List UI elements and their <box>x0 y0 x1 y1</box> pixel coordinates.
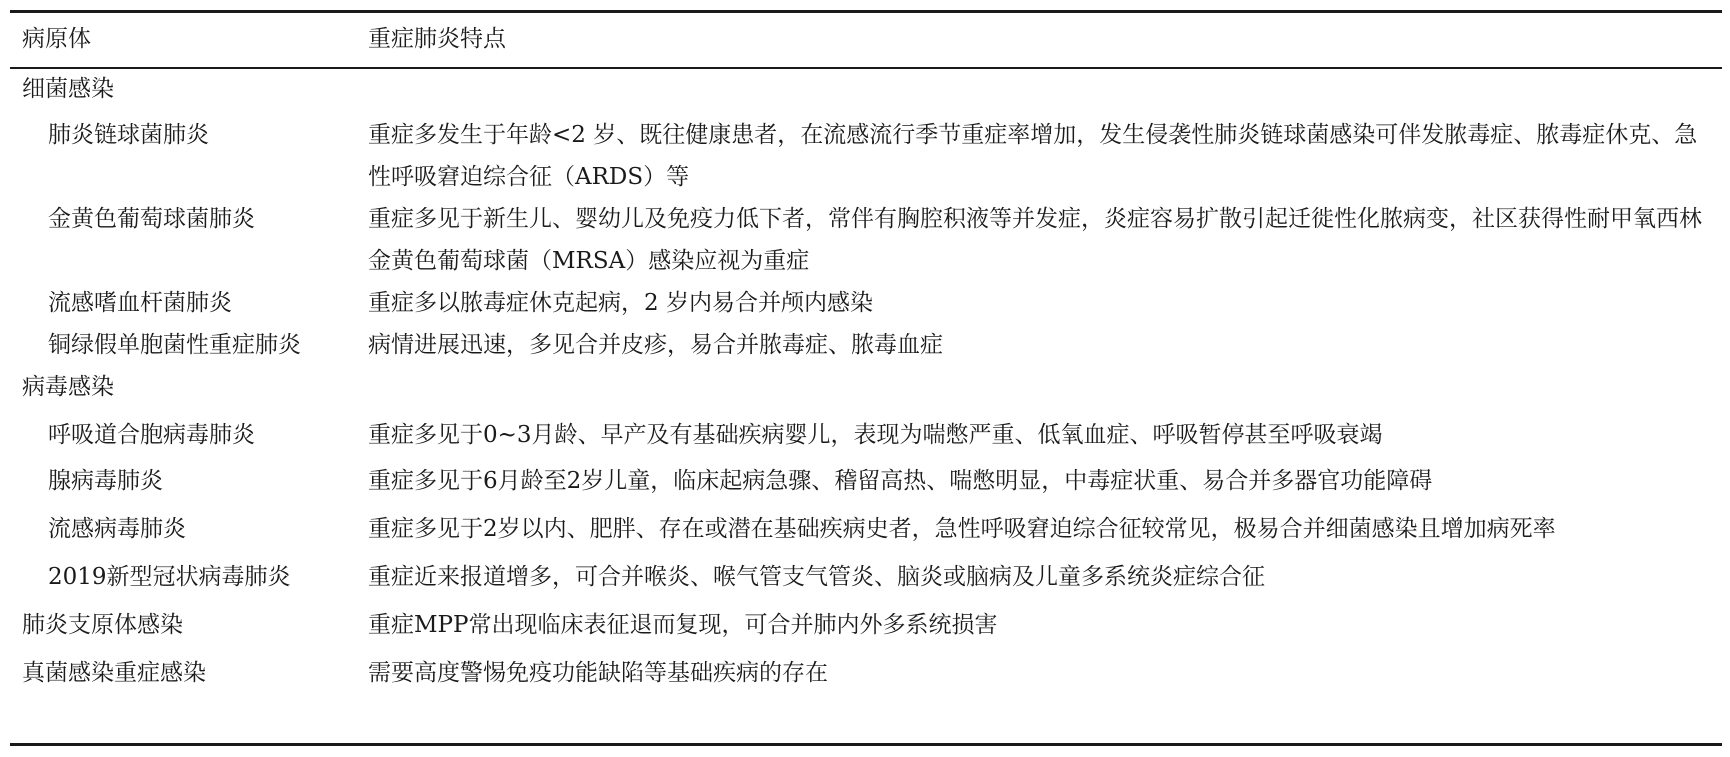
pathogen-description: 重症多发生于年龄<2 岁、既往健康患者，在流感流行季节重症率增加，发生侵袭性肺炎链球菌感染可伴发脓毒症、脓毒症休克、急性呼吸窘迫综合征（ARDS）等 <box>368 122 1698 190</box>
pathogen-description: 重症多见于0~3月龄、早产及有基础疾病婴儿，表现为喘憋严重、低氧血症、呼吸暂停甚至呼吸衰竭 <box>368 422 1383 448</box>
pathogen-table <box>10 10 1722 747</box>
table-top-rule <box>10 10 1722 13</box>
header-features: 重症肺炎特点 <box>368 26 506 52</box>
pathogen-description: 重症多见于6月龄至2岁儿童，临床起病急骤、稽留高热、喘憋明显，中毒症状重、易合并多器官功能障碍 <box>368 468 1433 494</box>
pathogen-name: 2019新型冠状病毒肺炎 <box>48 564 291 590</box>
pathogen-name: 铜绿假单胞菌性重症肺炎 <box>48 332 301 358</box>
pathogen-name: 腺病毒肺炎 <box>48 468 163 494</box>
table-header-rule <box>10 67 1722 69</box>
pathogen-name: 金黄色葡萄球菌肺炎 <box>48 206 255 232</box>
pathogen-name: 流感病毒肺炎 <box>48 516 186 542</box>
pathogen-category: 肺炎支原体感染 <box>22 612 183 638</box>
pathogen-category: 细菌感染 <box>22 76 114 102</box>
pathogen-description: 重症多见于新生儿、婴幼儿及免疫力低下者，常伴有胸腔积液等并发症，炎症容易扩散引起迁徙性化脓病变，社区获得性耐甲氧西林金黄色葡萄球菌（MRSA）感染应视为重症 <box>368 206 1702 274</box>
pathogen-description: 重症近来报道增多，可合并喉炎、喉气管支气管炎、脑炎或脑病及儿童多系统炎症综合征 <box>368 564 1265 590</box>
pathogen-category: 真菌感染重症感染 <box>22 660 206 686</box>
pathogen-description: 需要高度警惕免疫功能缺陷等基础疾病的存在 <box>368 660 828 686</box>
pathogen-description: 重症多以脓毒症休克起病，2 岁内易合并颅内感染 <box>368 290 873 316</box>
table-bottom-rule <box>10 743 1722 746</box>
pathogen-description: 病情进展迅速，多见合并皮疹，易合并脓毒症、脓毒血症 <box>368 332 943 358</box>
pathogen-description: 重症多见于2岁以内、肥胖、存在或潜在基础疾病史者，急性呼吸窘迫综合征较常见，极易合并细菌感染且增加病死率 <box>368 516 1556 542</box>
header-pathogen: 病原体 <box>22 26 91 52</box>
pathogen-name: 肺炎链球菌肺炎 <box>48 122 209 148</box>
pathogen-category: 病毒感染 <box>22 374 114 400</box>
pathogen-name: 流感嗜血杆菌肺炎 <box>48 290 232 316</box>
pathogen-description: 重症MPP常出现临床表征退而复现，可合并肺内外多系统损害 <box>368 612 998 638</box>
pathogen-name: 呼吸道合胞病毒肺炎 <box>48 422 255 448</box>
